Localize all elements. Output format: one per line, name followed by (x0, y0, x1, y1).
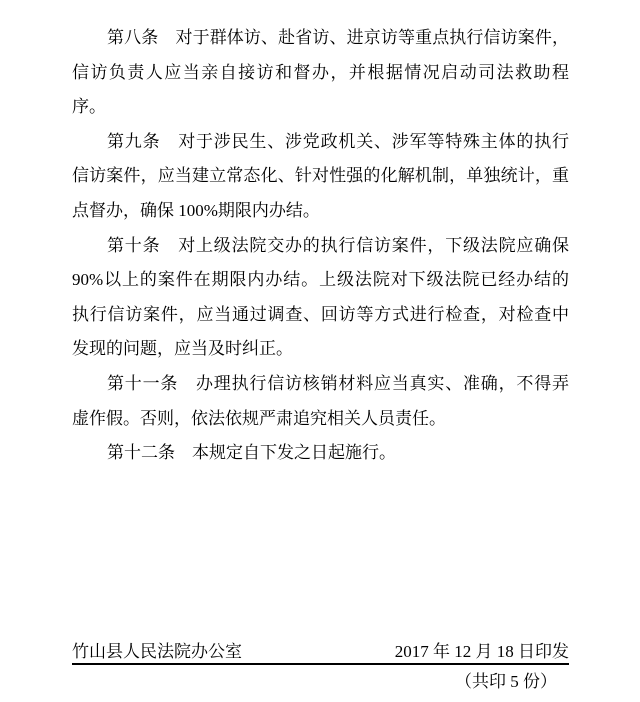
body-line: 点督办，确保 100%期限内办结。 (72, 200, 320, 220)
body-line: 信访案件，应当建立常态化、针对性强的化解机制，单独统计，重 (72, 166, 569, 186)
colophon (72, 641, 569, 692)
body-line: 第八条 对于群体访、赴省访、进京访等重点执行信访案件， (107, 28, 569, 47)
body-line: 信访负责人应当亲自接访和督办，并根据情况启动司法救助程 (72, 62, 569, 82)
body-line: 执行信访案件，应当通过调查、回访等方式进行检查，对检查中 (72, 304, 569, 324)
body-line: 90%以上的案件在期限内办结。上级法院对下级法院已经办结的 (72, 270, 569, 290)
copies-note: （共印 5 份） (455, 672, 557, 691)
body-line: 第十一条 办理执行信访核销材料应当真实、准确，不得弄 (107, 373, 569, 393)
document-body (72, 21, 569, 471)
body-line: 第十条 对上级法院交办的执行信访案件，下级法院应确保 (107, 235, 569, 255)
body-line: 序。 (72, 97, 106, 117)
body-line: 发现的问题，应当及时纠正。 (72, 339, 293, 359)
body-line: 虚作假。否则，依法依规严肃追究相关人员责任。 (72, 408, 446, 428)
issuing-office: 竹山县人民法院办公室 (72, 642, 242, 661)
body-line: 第九条 对于涉民生、涉党政机关、涉军等特殊主体的执行 (107, 131, 569, 151)
print-date: 2017 年 12 月 18 日印发 (394, 642, 569, 661)
colophon-row (72, 641, 569, 665)
body-line: 第十二条 本规定自下发之日起施行。 (107, 443, 396, 463)
